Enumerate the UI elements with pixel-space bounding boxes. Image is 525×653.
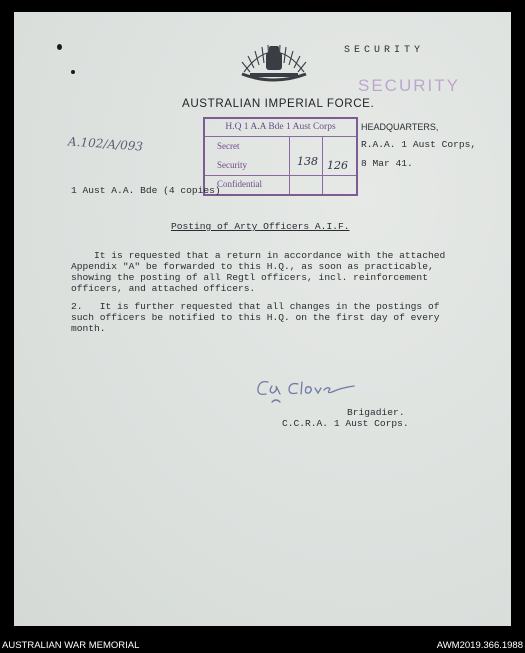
registry-stamp [203, 117, 358, 196]
document-page [14, 12, 511, 626]
rising-sun-emblem-icon [236, 38, 312, 90]
body-p1-line1: It is requested that a return in accordance with the attached [71, 250, 446, 261]
body-p2-line3: month. [71, 323, 106, 334]
subject-line: Posting of Arty Officers A.I.F. [171, 221, 350, 232]
handwritten-signature [254, 372, 364, 408]
stamp-number-1: 138 [297, 155, 318, 168]
handwritten-reference: A.102/A/093 [67, 134, 144, 154]
body-p1-line3: showing the posting of all Regtl officers, incl. reinforcement [71, 272, 428, 283]
security-stamp: SECURITY [358, 76, 460, 95]
address-date: 8 Mar 41. [361, 158, 413, 169]
stamp-row-secret: Secret [217, 141, 240, 151]
stamp-divider [322, 136, 323, 194]
footer-institution: AUSTRALIAN WAR MEMORIAL [2, 640, 140, 651]
stamp-title: H.Q 1 A.A Bde 1 Aust Corps [205, 119, 356, 137]
ink-spot [71, 70, 75, 74]
body-p2-line1: 2. It is further requested that all changes in the postings of [71, 301, 440, 312]
address-line-1: HEADQUARTERS, [361, 122, 439, 132]
body-p1-line2: Appendix "A" be forwarded to this H.Q., as soon as practicable, [71, 261, 434, 272]
ink-spot [57, 44, 62, 50]
signature-title: C.C.R.A. 1 Aust Corps. [282, 418, 409, 429]
stamp-number-2: 126 [327, 159, 348, 172]
organisation-heading: AUSTRALIAN IMPERIAL FORCE. [182, 97, 375, 110]
signature-rank: Brigadier. [347, 407, 405, 418]
stamp-divider [205, 175, 356, 176]
recipient-line: 1 Aust A.A. Bde (4 copies) [71, 185, 221, 196]
stamp-row-confidential: Confidential [217, 179, 262, 189]
footer-catalogue-number: AWM2019.366.1988 [436, 640, 523, 651]
body-p1-line4: officers, and attached officers. [71, 283, 256, 294]
security-heading: SECURITY [344, 45, 425, 56]
address-line-2: R.A.A. 1 Aust Corps, [361, 139, 477, 150]
footer-bar [0, 640, 525, 653]
body-p2-line2: such officers be notified to this H.Q. on the first day of every [71, 312, 440, 323]
stamp-row-security: Security [217, 160, 247, 170]
stamp-divider [289, 136, 290, 194]
